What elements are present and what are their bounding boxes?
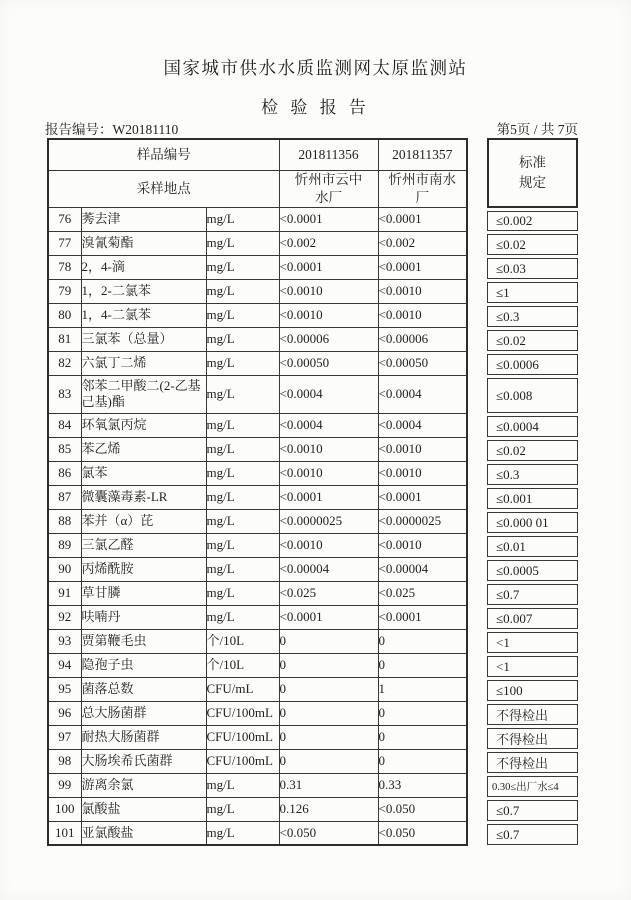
parameter-name: 莠去津	[81, 207, 206, 231]
row-number: 89	[48, 533, 81, 557]
table-row	[48, 773, 467, 797]
unit: mg/L	[206, 485, 279, 509]
value-sample-2: <0.00004	[378, 557, 467, 581]
sample-id-2: 201811357	[378, 139, 467, 170]
parameter-name: 1，4-二氯苯	[81, 303, 206, 327]
unit: CFU/mL	[206, 677, 279, 701]
standard-cell: ≤0.3	[487, 306, 578, 327]
parameter-name: 苯乙烯	[81, 437, 206, 461]
value-sample-2: <0.00050	[378, 351, 467, 375]
parameter-name: 三氯乙醛	[81, 533, 206, 557]
value-sample-2: <0.050	[378, 797, 467, 821]
value-sample-2: <0.050	[378, 821, 467, 845]
report-number	[45, 118, 178, 138]
row-number: 86	[48, 461, 81, 485]
row-number: 95	[48, 677, 81, 701]
standard-column	[487, 138, 578, 846]
row-number: 79	[48, 279, 81, 303]
report-meta-row	[45, 118, 578, 138]
standard-cell: ≤0.3	[487, 464, 578, 485]
standard-cell: 不得检出	[487, 752, 578, 773]
value-sample-1: <0.0001	[279, 207, 378, 231]
value-sample-1: <0.0004	[279, 413, 378, 437]
value-sample-2: <0.0001	[378, 485, 467, 509]
unit: 个/10L	[206, 653, 279, 677]
report-number-value: W20181110	[112, 122, 179, 137]
standard-cell: ≤0.002	[487, 211, 578, 231]
row-number: 88	[48, 509, 81, 533]
parameter-name: 贾第鞭毛虫	[81, 629, 206, 653]
unit: mg/L	[206, 279, 279, 303]
standard-cell: ≤0.0006	[487, 354, 578, 375]
value-sample-1: <0.0001	[279, 485, 378, 509]
standard-cell: ≤0.7	[487, 824, 578, 845]
standard-cell: ≤1	[487, 282, 578, 303]
table-row	[48, 255, 467, 279]
standard-cell: ≤0.01	[487, 536, 578, 557]
row-number: 80	[48, 303, 81, 327]
report-number-label: 报告编号：	[45, 122, 113, 137]
row-number: 76	[48, 207, 81, 231]
standard-cell: ≤100	[487, 680, 578, 701]
parameter-name: 总大肠菌群	[81, 701, 206, 725]
value-sample-1: 0.31	[279, 773, 378, 797]
row-number: 85	[48, 437, 81, 461]
value-sample-1: 0	[279, 677, 378, 701]
unit: mg/L	[206, 557, 279, 581]
unit: mg/L	[206, 207, 279, 231]
value-sample-2: 0	[378, 653, 467, 677]
row-number: 84	[48, 413, 81, 437]
unit: CFU/100mL	[206, 725, 279, 749]
parameter-name: 六氯丁二烯	[81, 351, 206, 375]
standard-cell: 不得检出	[487, 704, 578, 725]
table-row	[48, 279, 467, 303]
value-sample-2: <0.0004	[378, 375, 467, 413]
unit: CFU/100mL	[206, 701, 279, 725]
value-sample-1: <0.002	[279, 231, 378, 255]
parameter-name: 丙烯酰胺	[81, 557, 206, 581]
table-row	[48, 581, 467, 605]
value-sample-1: <0.00006	[279, 327, 378, 351]
parameter-name: 菌落总数	[81, 677, 206, 701]
row-number: 92	[48, 605, 81, 629]
table-row	[48, 437, 467, 461]
standard-cell: ≤0.000 01	[487, 512, 578, 533]
value-sample-1: 0	[279, 629, 378, 653]
unit: mg/L	[206, 303, 279, 327]
standard-cell: <1	[487, 632, 578, 653]
row-number: 90	[48, 557, 81, 581]
value-sample-1: <0.0000025	[279, 509, 378, 533]
unit: mg/L	[206, 255, 279, 279]
unit: mg/L	[206, 231, 279, 255]
value-sample-2: 1	[378, 677, 467, 701]
value-sample-2: <0.0001	[378, 207, 467, 231]
sample-location-2: 忻州市南水厂	[378, 170, 467, 207]
parameter-name: 苯并（α）芘	[81, 509, 206, 533]
row-number: 93	[48, 629, 81, 653]
value-sample-1: <0.0010	[279, 279, 378, 303]
unit: mg/L	[206, 605, 279, 629]
table-row	[48, 327, 467, 351]
unit: mg/L	[206, 509, 279, 533]
row-number: 78	[48, 255, 81, 279]
standard-cell: 不得检出	[487, 728, 578, 749]
value-sample-2: 0	[378, 629, 467, 653]
value-sample-1: <0.00050	[279, 351, 378, 375]
unit: mg/L	[206, 327, 279, 351]
standard-cell: ≤0.008	[487, 378, 578, 413]
standard-header: 标准规定	[487, 138, 578, 208]
value-sample-2: 0	[378, 701, 467, 725]
parameter-name: 邻苯二甲酸二(2-乙基己基)酯	[81, 375, 206, 413]
page-indicator: 第5页 / 共 7页	[496, 122, 578, 137]
parameter-name: 氯酸盐	[81, 797, 206, 821]
unit: mg/L	[206, 581, 279, 605]
table-row	[48, 485, 467, 509]
sample-location-label: 采样地点	[48, 170, 279, 207]
table-row	[48, 725, 467, 749]
table-row	[48, 351, 467, 375]
table-row	[48, 653, 467, 677]
value-sample-2: <0.0010	[378, 533, 467, 557]
row-number: 77	[48, 231, 81, 255]
parameter-name: 微囊藻毒素-LR	[81, 485, 206, 509]
standard-cell: 0.30≤出厂水≤4	[487, 776, 578, 797]
results-table	[47, 138, 468, 846]
value-sample-1: <0.0010	[279, 437, 378, 461]
table-row	[48, 231, 467, 255]
unit: mg/L	[206, 437, 279, 461]
row-number: 100	[48, 797, 81, 821]
table-row	[48, 461, 467, 485]
standard-cell: ≤0.02	[487, 234, 578, 255]
parameter-name: 呋喃丹	[81, 605, 206, 629]
parameter-name: 游离余氯	[81, 773, 206, 797]
unit: 个/10L	[206, 629, 279, 653]
row-number: 81	[48, 327, 81, 351]
unit: CFU/100mL	[206, 749, 279, 773]
value-sample-2: 0.33	[378, 773, 467, 797]
value-sample-2: <0.0010	[378, 279, 467, 303]
parameter-name: 耐热大肠菌群	[81, 725, 206, 749]
parameter-name: 三氯苯（总量）	[81, 327, 206, 351]
table-row	[48, 797, 467, 821]
standard-cell: ≤0.02	[487, 330, 578, 351]
unit: mg/L	[206, 797, 279, 821]
standard-cell: ≤0.7	[487, 584, 578, 605]
value-sample-2: 0	[378, 749, 467, 773]
sample-location-1: 忻州市云中水厂	[279, 170, 378, 207]
parameter-name: 隐孢子虫	[81, 653, 206, 677]
row-number: 83	[48, 375, 81, 413]
station-title: 国家城市供水水质监测网太原监测站	[163, 58, 468, 78]
row-number: 96	[48, 701, 81, 725]
value-sample-1: 0	[279, 701, 378, 725]
standard-cell: ≤0.0004	[487, 416, 578, 437]
row-number: 99	[48, 773, 81, 797]
parameter-name: 溴氰菊酯	[81, 231, 206, 255]
value-sample-1: <0.00004	[279, 557, 378, 581]
standard-cell: ≤0.03	[487, 258, 578, 279]
value-sample-1: <0.0010	[279, 461, 378, 485]
value-sample-1: <0.025	[279, 581, 378, 605]
header-row-sample-number	[48, 139, 467, 170]
parameter-name: 亚氯酸盐	[81, 821, 206, 845]
parameter-name: 草甘膦	[81, 581, 206, 605]
unit: mg/L	[206, 351, 279, 375]
value-sample-2: <0.0010	[378, 437, 467, 461]
value-sample-2: 0	[378, 725, 467, 749]
row-number: 91	[48, 581, 81, 605]
table-row	[48, 821, 467, 845]
value-sample-1: <0.0004	[279, 375, 378, 413]
row-number: 97	[48, 725, 81, 749]
value-sample-2: <0.0010	[378, 303, 467, 327]
value-sample-1: <0.0001	[279, 255, 378, 279]
unit: mg/L	[206, 533, 279, 557]
value-sample-2: <0.0001	[378, 255, 467, 279]
table-row	[48, 749, 467, 773]
standard-cell: ≤0.001	[487, 488, 578, 509]
value-sample-2: <0.0004	[378, 413, 467, 437]
value-sample-2: <0.0001	[378, 605, 467, 629]
parameter-name: 2，4-滴	[81, 255, 206, 279]
row-number: 82	[48, 351, 81, 375]
sample-id-1: 201811356	[279, 139, 378, 170]
header-row-sample-location	[48, 170, 467, 207]
standard-cell: <1	[487, 656, 578, 677]
standard-cell: ≤0.02	[487, 440, 578, 461]
parameter-name: 环氧氯丙烷	[81, 413, 206, 437]
unit: mg/L	[206, 413, 279, 437]
table-row	[48, 629, 467, 653]
table-row	[48, 509, 467, 533]
unit: mg/L	[206, 375, 279, 413]
standard-cell: ≤0.007	[487, 608, 578, 629]
parameter-name: 氯苯	[81, 461, 206, 485]
value-sample-1: 0	[279, 749, 378, 773]
table-row	[48, 557, 467, 581]
value-sample-1: <0.0010	[279, 303, 378, 327]
value-sample-2: <0.00006	[378, 327, 467, 351]
table-row	[48, 413, 467, 437]
table-row	[48, 605, 467, 629]
value-sample-2: <0.002	[378, 231, 467, 255]
value-sample-1: 0.126	[279, 797, 378, 821]
table-row	[48, 303, 467, 327]
value-sample-2: <0.025	[378, 581, 467, 605]
row-number: 101	[48, 821, 81, 845]
unit: mg/L	[206, 773, 279, 797]
report-title: 检 验 报 告	[261, 98, 370, 117]
value-sample-2: <0.0010	[378, 461, 467, 485]
standard-cell: ≤0.7	[487, 800, 578, 821]
results-table-area	[47, 138, 578, 846]
standard-values	[487, 208, 578, 846]
value-sample-1: <0.050	[279, 821, 378, 845]
unit: mg/L	[206, 821, 279, 845]
row-number: 94	[48, 653, 81, 677]
table-row	[48, 533, 467, 557]
value-sample-1: <0.0010	[279, 533, 378, 557]
value-sample-1: 0	[279, 653, 378, 677]
table-row	[48, 207, 467, 231]
table-row	[48, 375, 467, 413]
parameter-name: 1，2-二氯苯	[81, 279, 206, 303]
sample-number-label: 样品编号	[48, 139, 279, 170]
row-number: 98	[48, 749, 81, 773]
value-sample-1: <0.0001	[279, 605, 378, 629]
parameter-name: 大肠埃希氏菌群	[81, 749, 206, 773]
value-sample-1: 0	[279, 725, 378, 749]
table-row	[48, 701, 467, 725]
table-row	[48, 677, 467, 701]
standard-cell: ≤0.0005	[487, 560, 578, 581]
unit: mg/L	[206, 461, 279, 485]
value-sample-2: <0.0000025	[378, 509, 467, 533]
row-number: 87	[48, 485, 81, 509]
